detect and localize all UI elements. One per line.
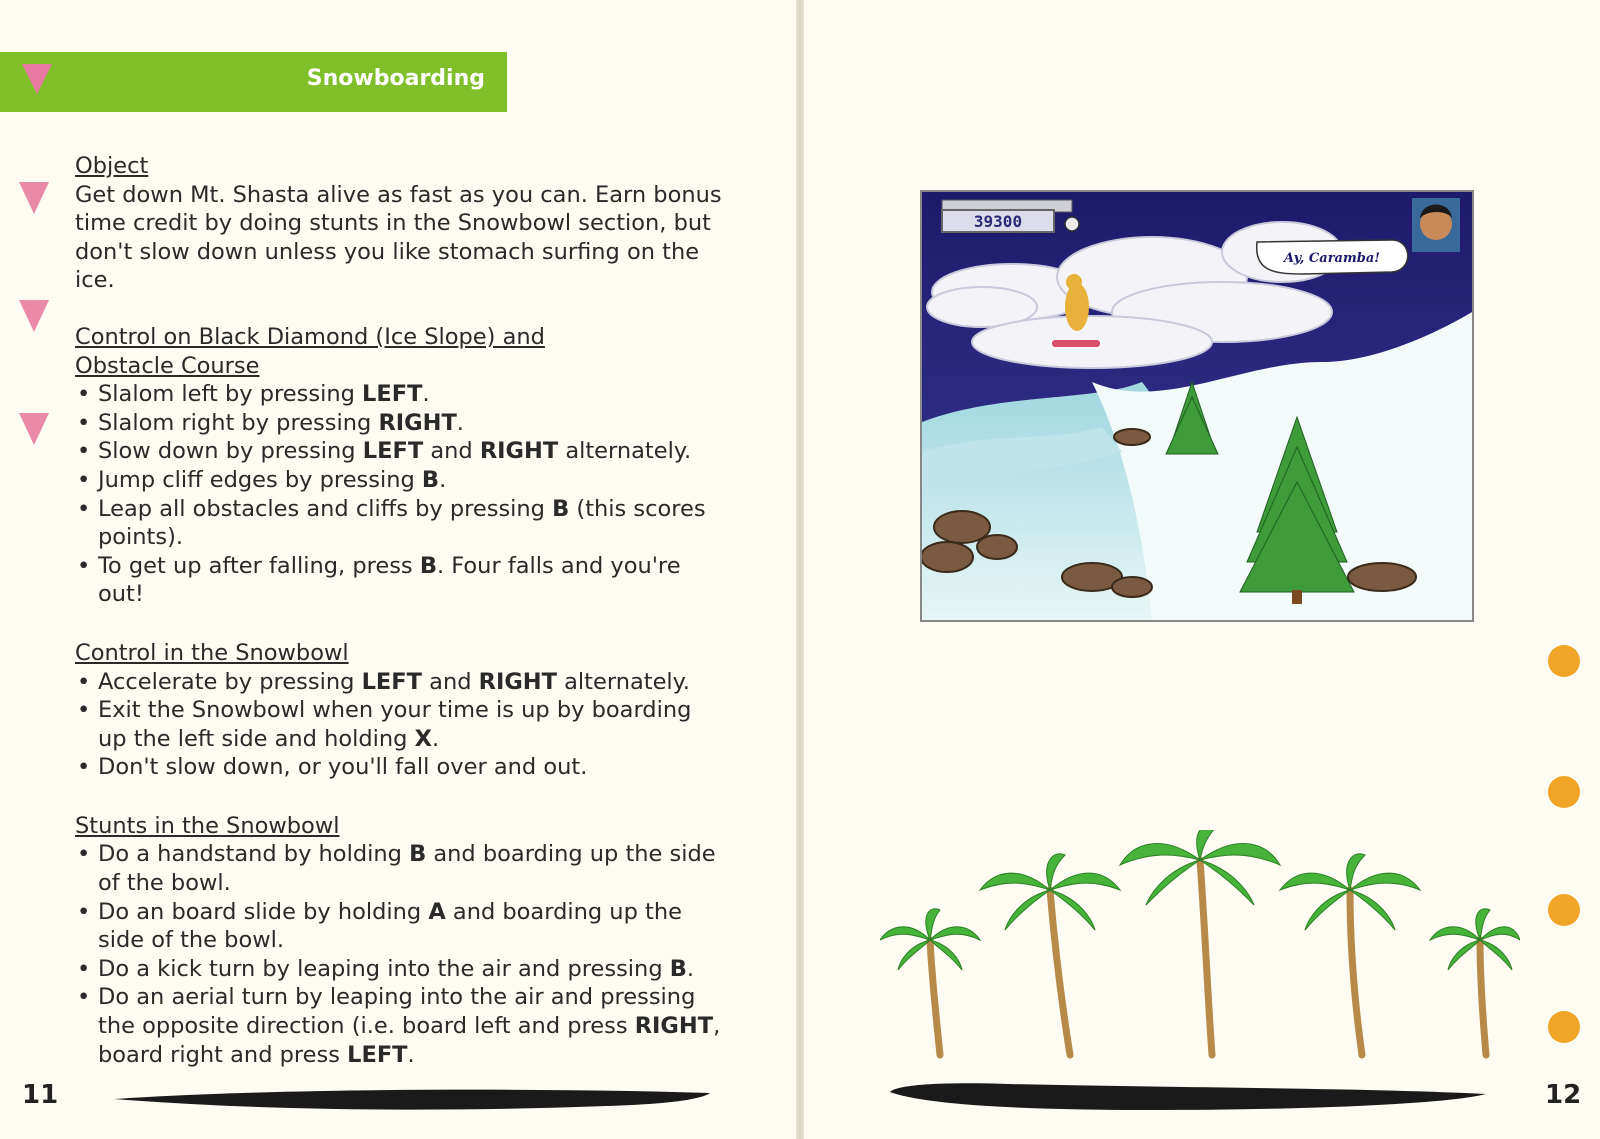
list-item: • Slow down by pressing LEFT and RIGHT alternately. [75, 437, 725, 466]
pink-triangle-icon [22, 64, 52, 94]
object-text: Get down Mt. Shasta alive as fast as you can. Earn bonus time credit by doing stunts in the Snowbowl section, but don't slow down unless you like stomach surfing on the ice. [75, 181, 722, 294]
ink-swash-decoration [888, 1080, 1488, 1112]
list-item: • Exit the Snowbowl when your time is up by boarding up the left side and holding X. [75, 696, 725, 753]
black-diamond-heading-line1: Control on Black Diamond (Ice Slope) and [75, 323, 545, 350]
snowbowl-list [75, 668, 725, 782]
stunts-heading: Stunts in the Snowbowl [75, 812, 340, 839]
list-item: • Don't slow down, or you'll fall over and out. [75, 753, 725, 782]
orange-dot-decoration [1548, 776, 1580, 808]
list-item: • Do a handstand by holding B and boarding up the side of the bowl. [75, 840, 725, 897]
list-item: • Slalom right by pressing RIGHT. [75, 409, 725, 438]
page-number-right: 12 [1545, 1080, 1582, 1110]
pink-triangle-icon [19, 182, 49, 214]
list-item: • Leap all obstacles and cliffs by pressing B (this scores points). [75, 495, 725, 552]
snowbowl-heading: Control in the Snowbowl [75, 639, 349, 666]
object-heading: Object [75, 153, 149, 179]
list-item: • Do an aerial turn by leaping into the air and pressing the opposite direction (i.e. board left and press RIGHT, board right and press LEFT. [75, 983, 725, 1069]
score-display: 39300 [973, 212, 1023, 231]
section-title: Snowboarding [306, 66, 485, 91]
pink-triangle-icon [19, 300, 49, 332]
speech-bubble-text: Ay, Caramba! [1284, 251, 1380, 266]
orange-dot-decoration [1548, 645, 1580, 677]
stunts-list [75, 840, 725, 1069]
section-header [0, 52, 507, 112]
list-item: • Slalom left by pressing LEFT. [75, 380, 725, 409]
page-number-left: 11 [22, 1080, 59, 1110]
orange-dot-decoration [1548, 1011, 1580, 1043]
list-item: • To get up after falling, press B. Four falls and you're out! [75, 552, 725, 609]
list-item: • Do an board slide by holding A and boarding up the side of the bowl. [75, 898, 725, 955]
pink-triangle-icon [19, 413, 49, 445]
list-item: • Accelerate by pressing LEFT and RIGHT alternately. [75, 668, 725, 697]
black-diamond-list [75, 380, 725, 609]
instructions-text [75, 152, 725, 1069]
list-item: • Do a kick turn by leaping into the air and pressing B. [75, 955, 725, 984]
list-item: • Jump cliff edges by pressing B. [75, 466, 725, 495]
palm-trees-illustration [880, 830, 1520, 1065]
book-spine [796, 0, 804, 1139]
ink-swash-decoration [112, 1083, 712, 1113]
game-screenshot [920, 190, 1474, 622]
black-diamond-heading-line2: Obstacle Course [75, 352, 260, 379]
orange-dot-decoration [1548, 894, 1580, 926]
